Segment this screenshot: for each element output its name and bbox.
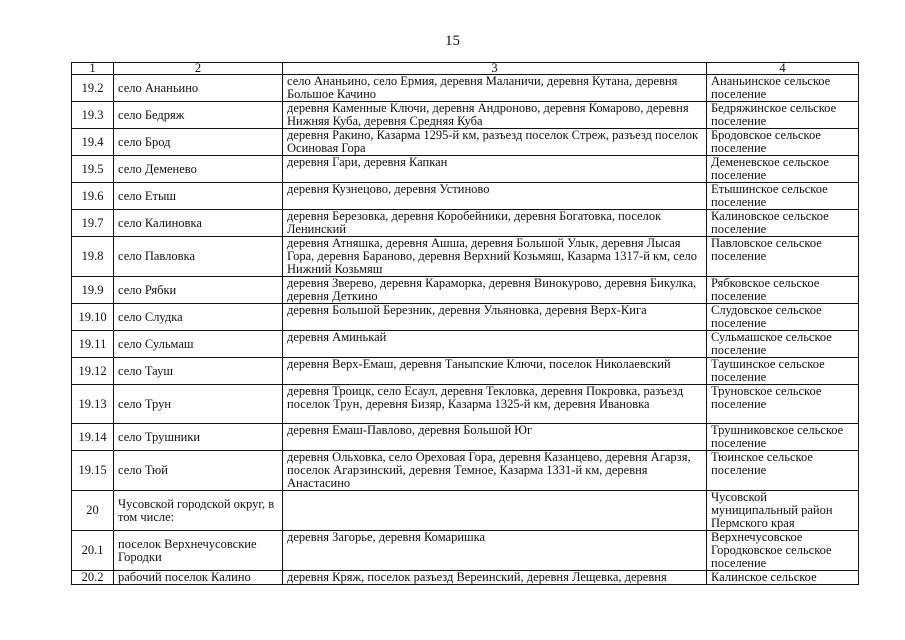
included-villages: деревня Верх-Емаш, деревня Таныпские Ключи, поселок Николаевский (283, 358, 707, 385)
included-villages: деревня Гари, деревня Капкан (283, 156, 707, 183)
row-number: 19.4 (72, 129, 114, 156)
row-number: 19.5 (72, 156, 114, 183)
municipal-formation: Калиновское сельское поселение (707, 210, 859, 237)
settlement-name: поселок Верхнечусовские Городки (114, 531, 283, 571)
included-villages: деревня Аминькай (283, 331, 707, 358)
table-row (72, 304, 859, 331)
municipal-formation: Деменевское сельское поселение (707, 156, 859, 183)
municipal-formation: Бедряжинское сельское поселение (707, 102, 859, 129)
table-row (72, 491, 859, 531)
settlement-name: село Слудка (114, 304, 283, 331)
row-number: 19.12 (72, 358, 114, 385)
column-header: 4 (707, 63, 859, 75)
municipal-formation: Верхнечусовское Городковское сельское поселение (707, 531, 859, 571)
row-number: 20.2 (72, 571, 114, 585)
row-number: 19.13 (72, 385, 114, 424)
settlement-name: село Тауш (114, 358, 283, 385)
settlement-name: село Сульмаш (114, 331, 283, 358)
table-row (72, 183, 859, 210)
settlement-name: село Брод (114, 129, 283, 156)
table-row (72, 385, 859, 424)
included-villages: деревня Большой Березник, деревня Ульяновка, деревня Верх-Кига (283, 304, 707, 331)
table-row (72, 277, 859, 304)
table-row (72, 156, 859, 183)
table-row (72, 129, 859, 156)
settlement-name: Чусовской городской округ, в том числе: (114, 491, 283, 531)
municipal-formation: Трушниковское сельское поселение (707, 424, 859, 451)
included-villages: село Ананьино, село Ермия, деревня Маланичи, деревня Кутана, деревня Большое Качино (283, 75, 707, 102)
settlement-name: рабочий поселок Калино (114, 571, 283, 585)
included-villages: деревня Емаш-Павлово, деревня Большой Юг (283, 424, 707, 451)
table-row (72, 210, 859, 237)
municipal-formation: Слудовское сельское поселение (707, 304, 859, 331)
settlement-name: село Тюй (114, 451, 283, 491)
table-body (72, 75, 859, 585)
table-row (72, 424, 859, 451)
row-number: 19.14 (72, 424, 114, 451)
municipal-formation: Павловское сельское поселение (707, 237, 859, 277)
row-number: 19.3 (72, 102, 114, 129)
included-villages (283, 491, 707, 531)
settlements-table (71, 62, 859, 585)
row-number: 19.15 (72, 451, 114, 491)
municipal-formation: Труновское сельское поселение (707, 385, 859, 424)
settlement-name: село Рябки (114, 277, 283, 304)
table-row (72, 531, 859, 571)
municipal-formation: Чусовской муниципальный район Пермского края (707, 491, 859, 531)
included-villages: деревня Березовка, деревня Коробейники, деревня Богатовка, поселок Ленинский (283, 210, 707, 237)
table-row (72, 358, 859, 385)
municipal-formation: Калинское сельское (707, 571, 859, 585)
table-row (72, 451, 859, 491)
table-row (72, 75, 859, 102)
included-villages: деревня Загорье, деревня Комаришка (283, 531, 707, 571)
row-number: 19.8 (72, 237, 114, 277)
table-row (72, 237, 859, 277)
municipal-formation: Тюинское сельское поселение (707, 451, 859, 491)
table-row (72, 571, 859, 585)
page-number: 15 (445, 33, 460, 49)
settlement-name: село Павловка (114, 237, 283, 277)
row-number: 19.9 (72, 277, 114, 304)
row-number: 19.2 (72, 75, 114, 102)
municipal-formation: Бродовское сельское поселение (707, 129, 859, 156)
included-villages: деревня Троицк, село Есаул, деревня Текловка, деревня Покровка, разъезд поселок Трун, деревня Бизяр, Казарма 1325-й км, деревня Ивановка (283, 385, 707, 424)
column-header: 1 (72, 63, 114, 75)
included-villages: деревня Кузнецово, деревня Устиново (283, 183, 707, 210)
settlement-name: село Ананьино (114, 75, 283, 102)
row-number: 19.6 (72, 183, 114, 210)
settlement-name: село Бедряж (114, 102, 283, 129)
municipal-formation: Таушинское сельское поселение (707, 358, 859, 385)
row-number: 20.1 (72, 531, 114, 571)
settlement-name: село Деменево (114, 156, 283, 183)
included-villages: деревня Ракино, Казарма 1295-й км, разъезд поселок Стреж, разъезд поселок Осиновая Гора (283, 129, 707, 156)
table-row (72, 331, 859, 358)
row-number: 20 (72, 491, 114, 531)
municipal-formation: Ананьинское сельское поселение (707, 75, 859, 102)
row-number: 19.7 (72, 210, 114, 237)
row-number: 19.11 (72, 331, 114, 358)
municipal-formation: Етышинское сельское поселение (707, 183, 859, 210)
column-header: 2 (114, 63, 283, 75)
settlement-name: село Етыш (114, 183, 283, 210)
settlement-name: село Трун (114, 385, 283, 424)
table-row (72, 102, 859, 129)
included-villages: деревня Кряж, поселок разъезд Вереинский, деревня Лещевка, деревня (283, 571, 707, 585)
table-header-row (72, 63, 859, 75)
included-villages: деревня Ольховка, село Ореховая Гора, деревня Казанцево, деревня Агарзя, поселок Агарзинский, деревня Темное, Казарма 1331-й км, деревня Анастасино (283, 451, 707, 491)
column-header: 3 (283, 63, 707, 75)
included-villages: деревня Атняшка, деревня Ашша, деревня Большой Улык, деревня Лысая Гора, деревня Бараново, деревня Верхний Козьмяш, Казарма 1317-й км, село Нижний Козьмяш (283, 237, 707, 277)
included-villages: деревня Каменные Ключи, деревня Андроново, деревня Комарово, деревня Нижняя Куба, деревня Средняя Куба (283, 102, 707, 129)
municipal-formation: Рябковское сельское поселение (707, 277, 859, 304)
settlement-name: село Калиновка (114, 210, 283, 237)
row-number: 19.10 (72, 304, 114, 331)
included-villages: деревня Зверево, деревня Караморка, деревня Винокурово, деревня Бикулка, деревня Деткино (283, 277, 707, 304)
municipal-formation: Сульмашское сельское поселение (707, 331, 859, 358)
settlement-name: село Трушники (114, 424, 283, 451)
